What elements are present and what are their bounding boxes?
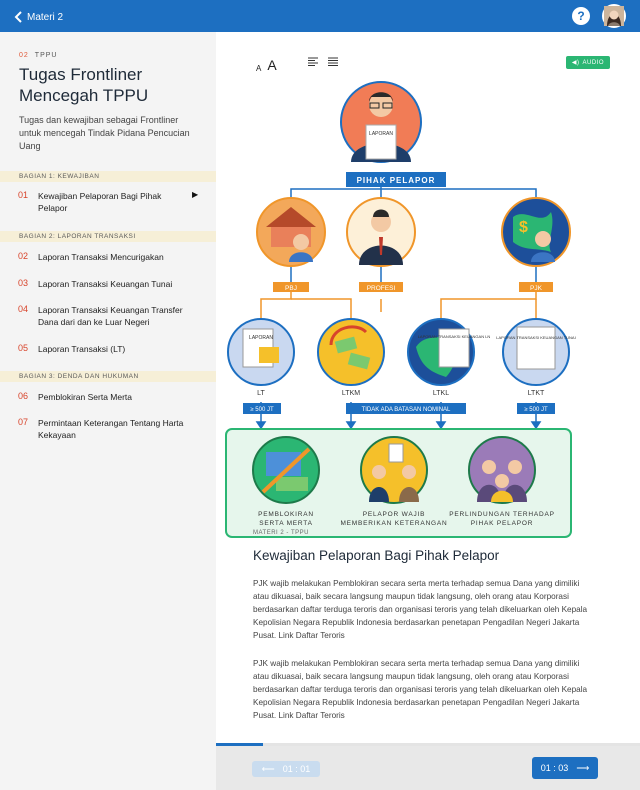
next-label: 01 : 03	[540, 763, 569, 773]
lesson-number: 04	[18, 304, 29, 314]
category-label-pbj: PBJ	[285, 285, 297, 292]
threshold-3: ≥ 500 JT	[524, 407, 548, 413]
lesson-number: 03	[18, 278, 29, 288]
lesson-title: Permintaan Keterangan Tentang Harta Kekayaan	[38, 418, 184, 440]
tppu-infographic	[249, 77, 611, 527]
play-arrow-icon: ▶	[192, 190, 199, 199]
lesson-number: 05	[18, 343, 29, 353]
arrow-left-icon: ⟵	[261, 763, 275, 774]
ltkm-circle	[318, 319, 384, 385]
prev-button[interactable]	[252, 761, 320, 777]
chapter-label	[19, 52, 57, 59]
chevron-left-icon	[14, 11, 22, 23]
lesson-title: Laporan Transaksi Keuangan Tunai	[38, 279, 173, 289]
audio-label: AUDIO	[582, 59, 605, 66]
lesson-item-06[interactable]	[0, 391, 216, 403]
outcome-1-line1: PEMBLOKIRAN	[258, 511, 314, 518]
font-larger-button[interactable]: A	[267, 57, 277, 73]
doc-label-lt: LAPORAN	[249, 335, 273, 341]
next-button[interactable]	[532, 757, 598, 779]
report-type-lt: LT	[257, 390, 265, 397]
article-paragraph-2: PJK wajib melakukan Pemblokiran secara serta merta terhadap semua Dana yang dimiliki atau dikuasai, baik secara langsung maupun tidak langsung, oleh orang atau Korporasi berdasarkan daftar terduga teroris dan organisasi teroris yang telah dikeluarkan oleh Kepala Kepolisian Negara Republik Indonesia berdasarkan penetapan Pengadilan Negeri Jakarta Pusat. Link Daftar Teroris	[253, 659, 588, 720]
doc-label-ltkt: LAPORAN TRANSAKSI KEUANGAN TUNAI	[496, 335, 576, 340]
footer-nav	[216, 746, 640, 790]
ltkt-circle	[503, 319, 569, 385]
threshold-1: ≥ 500 JT	[250, 407, 274, 413]
help-button[interactable]: ?	[572, 7, 590, 25]
outcome-pemblokiran-icon	[253, 437, 319, 503]
article-heading: Kewajiban Pelaporan Bagi Pihak Pelapor	[253, 548, 500, 563]
prev-label: 01 : 01	[282, 764, 311, 774]
lt-circle	[228, 319, 294, 385]
report-type-ltkl: LTKL	[432, 390, 450, 397]
back-button[interactable]	[14, 8, 63, 26]
laporan-doc-label: LAPORAN	[369, 131, 393, 137]
top-bar	[0, 0, 640, 32]
outcome-perlindungan-icon	[469, 437, 535, 503]
category-label-pjk: PJK	[530, 285, 542, 292]
report-type-ltkm: LTKM	[341, 390, 361, 397]
align-left-icon[interactable]	[307, 56, 319, 68]
align-justify-icon[interactable]	[327, 56, 339, 68]
category-label-profesi: PROFESI	[366, 285, 396, 292]
lesson-item-01[interactable]	[0, 190, 216, 214]
lesson-title: Laporan Transaksi Keuangan Transfer Dana dari dan ke Luar Negeri	[38, 305, 183, 327]
user-photo-icon	[604, 6, 624, 26]
article-paragraph-1: PJK wajib melakukan Pemblokiran secara serta merta terhadap semua Dana yang dimiliki atau dikuasai, baik secara langsung maupun tidak langsung, oleh orang atau Korporasi berdasarkan daftar terduga teroris dan organisasi teroris yang telah dikeluarkan oleh Kepala Kepolisian Negara Republik Indonesia berdasarkan penetapan Pengadilan Negeri Jakarta Pusat. Link Daftar Teroris	[253, 579, 588, 640]
pihak-pelapor-figure	[341, 82, 421, 162]
lesson-title: Pemblokiran Serta Merta	[38, 392, 133, 402]
threshold-2: TIDAK ADA BATASAN NOMINAL	[361, 407, 451, 413]
dollar-icon: $	[519, 219, 528, 236]
sidebar-description: Tugas dan kewajiban sebagai Frontliner untuk mencegah Tindak Pidana Pencucian Uang	[19, 115, 190, 151]
sidebar	[0, 32, 216, 790]
font-smaller-button[interactable]: A	[256, 64, 262, 73]
chapter-number: 02	[19, 52, 29, 59]
pbj-circle	[257, 198, 325, 266]
section-header-3: BAGIAN 3: DENDA DAN HUKUMAN	[0, 371, 216, 382]
report-type-ltkt: LTKT	[527, 390, 545, 397]
arrow-right-icon: ⟶	[576, 762, 590, 773]
lesson-title: Kewajiban Pelaporan Bagi Pihak Pelapor	[38, 191, 162, 213]
lesson-item-07[interactable]	[0, 417, 216, 441]
font-size-controls	[256, 57, 277, 73]
audio-button[interactable]	[566, 56, 610, 69]
profesi-circle	[347, 198, 415, 266]
lesson-item-04[interactable]	[0, 304, 216, 328]
content-area	[216, 32, 640, 790]
ltkl-circle	[408, 319, 474, 385]
lesson-title: Laporan Transaksi Mencurigakan	[38, 252, 164, 262]
lesson-item-03[interactable]	[0, 278, 216, 290]
lesson-title: Laporan Transaksi (LT)	[38, 344, 126, 354]
outcome-2-line2: MEMBERIKAN KETERANGAN	[340, 520, 448, 527]
section-header-1: BAGIAN 1: KEWAJIBAN	[0, 171, 216, 182]
back-label: Materi 2	[27, 11, 64, 23]
lesson-item-05[interactable]	[0, 343, 216, 355]
chapter-name: TPPU	[34, 52, 58, 59]
lesson-number: 02	[18, 251, 29, 261]
avatar[interactable]	[602, 4, 626, 28]
outcome-1-line2: SERTA MERTA	[259, 520, 313, 527]
outcome-keterangan-icon	[361, 437, 427, 503]
branch-lines	[261, 290, 536, 319]
pjk-circle	[502, 198, 570, 266]
lesson-item-02[interactable]	[0, 251, 216, 263]
article-meta: MATERI 2 - TPPU	[253, 530, 309, 536]
doc-label-ltkl: LAPORAN TRANSAKSI KEUANGAN LN	[417, 334, 491, 339]
sidebar-title: Tugas Frontliner Mencegah TPPU	[19, 65, 149, 105]
outcome-2-line1: PELAPOR WAJIB	[362, 511, 426, 518]
root-label: PIHAK PELAPOR	[356, 176, 436, 185]
lesson-number: 07	[18, 417, 29, 427]
outcome-3-line2: PIHAK PELAPOR	[470, 520, 534, 527]
lesson-number: 01	[18, 190, 29, 200]
outcome-3-line1: PERLINDUNGAN TERHADAP	[449, 511, 555, 518]
section-header-2: BAGIAN 2: LAPORAN TRANSAKSI	[0, 231, 216, 242]
lesson-number: 06	[18, 391, 29, 401]
speaker-icon: ◀)	[571, 60, 580, 66]
